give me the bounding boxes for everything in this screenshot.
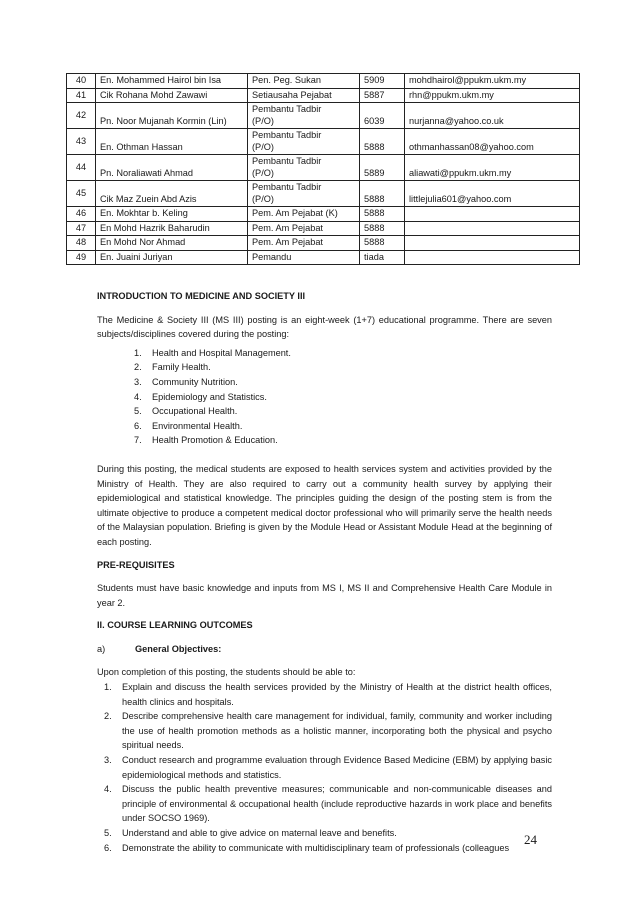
staff-name: Cik Rohana Mohd Zawawi: [96, 88, 248, 103]
row-number: 42: [67, 103, 96, 129]
list-item: [104, 680, 552, 709]
staff-position: Pem. Am Pejabat: [248, 236, 360, 251]
list-number: 1.: [104, 682, 112, 693]
staff-email: [405, 250, 580, 265]
staff-extension: 5888: [360, 129, 405, 155]
list-item: [134, 346, 552, 361]
staff-position: Pem. Am Pejabat (K): [248, 207, 360, 222]
objectives-list: [97, 680, 552, 855]
staff-extension: 5889: [360, 155, 405, 181]
list-number: 4.: [104, 784, 112, 795]
list-text: Explain and discuss the health services provided by the Ministry of Health at the district health offices, health clinics and hospitals.: [122, 682, 552, 707]
staff-position: Pemandu: [248, 250, 360, 265]
list-text: Conduct research and programme evaluation through Evidence Based Medicine (EBM) by applying basic epidemiological methods and statistics.: [122, 755, 552, 780]
list-item: [104, 841, 552, 856]
staff-name: Pn. Noor Mujanah Kormin (Lin): [96, 103, 248, 129]
staff-extension: 5909: [360, 74, 405, 89]
staff-extension: 5888: [360, 181, 405, 207]
staff-position: Setiausaha Pejabat: [248, 88, 360, 103]
row-number: 47: [67, 221, 96, 236]
staff-position: [248, 155, 360, 181]
intro-paragraph: The Medicine & Society III (MS III) posting is an eight-week (1+7) educational programme. There are seven subjects/disciplines covered during the posting:: [97, 314, 552, 340]
row-number: 40: [67, 74, 96, 89]
staff-table-body: [67, 74, 580, 265]
intro-paragraph-2: During this posting, the medical students are exposed to health services system and activities provided by the Ministry of Health. They are also required to carry out a community health survey by applying their epidemiological and statistical knowledge. The principles guiding the design of the posting stem is from the ultimate objective to produce a competent medical doctor professional who will primarily serve the health needs of the Malaysian population. Briefing is given by the Module Head or Assistant Module Head at the beginning of each posting.: [97, 463, 552, 547]
list-number: 1.: [134, 347, 142, 358]
list-item: [104, 826, 552, 841]
staff-table: [66, 73, 580, 265]
prereq-heading: PRE-REQUISITES: [97, 559, 175, 570]
list-text: Describe comprehensive health care management for individual, family, community and worker including the use of health promotion methods as a holistic manner, incorporating both the physical and psycho spiritual needs.: [122, 711, 552, 751]
staff-name: Pn. Noraliawati Ahmad: [96, 155, 248, 181]
list-item: [104, 709, 552, 753]
table-row: [67, 74, 580, 89]
intro-heading: INTRODUCTION TO MEDICINE AND SOCIETY III: [97, 291, 306, 301]
list-text: Environmental Health.: [152, 420, 243, 431]
row-number: 46: [67, 207, 96, 222]
table-row: [67, 155, 580, 181]
general-objectives-label: [97, 642, 552, 657]
staff-email: aliawati@ppukm.ukm.my: [405, 155, 580, 181]
list-item: [134, 433, 552, 448]
list-number: 6.: [104, 842, 112, 853]
staff-email: othmanhassan08@yahoo.com: [405, 129, 580, 155]
staff-extension: 5888: [360, 207, 405, 222]
staff-extension: tiada: [360, 250, 405, 265]
staff-extension: 5887: [360, 88, 405, 103]
list-text: Understand and able to give advice on maternal leave and benefits.: [122, 828, 397, 838]
staff-email: [405, 221, 580, 236]
list-text: Health and Hospital Management.: [152, 347, 291, 358]
intro-section: [97, 289, 552, 855]
staff-email: [405, 207, 580, 222]
objectives-lead: Upon completion of this posting, the students should be able to:: [97, 667, 356, 678]
list-item: [134, 390, 552, 405]
list-item: [134, 404, 552, 419]
position-line-2: (P/O): [252, 115, 274, 126]
staff-email: littlejulia601@yahoo.com: [405, 181, 580, 207]
table-row: [67, 236, 580, 251]
list-number: 7.: [134, 435, 142, 446]
position-line-1: Pembantu Tadbir: [252, 156, 322, 166]
list-text: Community Nutrition.: [152, 376, 238, 387]
staff-name: En. Mohammed Hairol bin Isa: [96, 74, 248, 89]
outcomes-heading: II. COURSE LEARNING OUTCOMES: [97, 620, 253, 631]
list-text: Epidemiology and Statistics.: [152, 391, 267, 402]
list-text: Health Promotion & Education.: [152, 435, 278, 446]
row-number: 44: [67, 155, 96, 181]
position-line-1: Pembantu Tadbir: [252, 182, 322, 192]
staff-position: [248, 181, 360, 207]
table-row: [67, 129, 580, 155]
staff-position: [248, 129, 360, 155]
subject-list: [97, 346, 552, 448]
list-number: 4.: [134, 391, 142, 402]
table-row: [67, 221, 580, 236]
list-number: 5.: [104, 828, 112, 838]
list-item: [134, 375, 552, 390]
list-text: Demonstrate the ability to communicate with multidisciplinary team of professionals (colleagues: [122, 842, 510, 853]
staff-position: Pem. Am Pejabat: [248, 221, 360, 236]
list-item: [134, 419, 552, 434]
staff-extension: 5888: [360, 236, 405, 251]
table-row: [67, 88, 580, 103]
list-number: 6.: [134, 420, 142, 431]
row-number: 41: [67, 88, 96, 103]
list-text: Discuss the public health preventive measures; communicable and non-communicable diseases and principle of environmental & occupational health (include reproductive hazards in work place and benefits under SOCSO 1969).: [122, 784, 552, 824]
staff-extension: 6039: [360, 103, 405, 129]
staff-name: En. Juaini Juriyan: [96, 250, 248, 265]
staff-position: Pen. Peg. Sukan: [248, 74, 360, 89]
list-item: [104, 753, 552, 782]
position-line-2: (P/O): [252, 167, 274, 178]
list-text: Occupational Health.: [152, 406, 238, 417]
staff-name: Cik Maz Zuein Abd Azis: [96, 181, 248, 207]
staff-name: En Mohd Nor Ahmad: [96, 236, 248, 251]
prereq-text: Students must have basic knowledge and inputs from MS I, MS II and Comprehensive Health Care Module in year 2.: [97, 583, 552, 608]
table-row: [67, 207, 580, 222]
page-number: 24: [524, 832, 537, 847]
staff-extension: 5888: [360, 221, 405, 236]
position-line-2: (P/O): [252, 193, 274, 204]
row-number: 43: [67, 129, 96, 155]
list-item: [104, 782, 552, 826]
staff-email: rhn@ppukm.ukm.my: [405, 88, 580, 103]
sub-heading: General Objectives:: [135, 643, 222, 654]
position-line-1: Pembantu Tadbir: [252, 130, 322, 140]
list-number: 3.: [134, 376, 142, 387]
staff-position: [248, 103, 360, 129]
table-row: [67, 181, 580, 207]
staff-name: En. Mokhtar b. Keling: [96, 207, 248, 222]
list-number: 2.: [134, 362, 142, 373]
list-text: Family Health.: [152, 362, 211, 373]
list-number: 3.: [104, 755, 112, 766]
list-number: 2.: [104, 711, 112, 722]
table-row: [67, 103, 580, 129]
staff-email: nurjanna@yahoo.co.uk: [405, 103, 580, 129]
row-number: 49: [67, 250, 96, 265]
list-number: 5.: [134, 406, 142, 417]
sub-label: a): [97, 643, 106, 654]
list-item: [134, 360, 552, 375]
table-row: [67, 250, 580, 265]
position-line-2: (P/O): [252, 141, 274, 152]
staff-email: mohdhairol@ppukm.ukm.my: [405, 74, 580, 89]
row-number: 45: [67, 181, 96, 207]
position-line-1: Pembantu Tadbir: [252, 104, 322, 114]
staff-name: En Mohd Hazrik Baharudin: [96, 221, 248, 236]
staff-email: [405, 236, 580, 251]
row-number: 48: [67, 236, 96, 251]
staff-name: En. Othman Hassan: [96, 129, 248, 155]
